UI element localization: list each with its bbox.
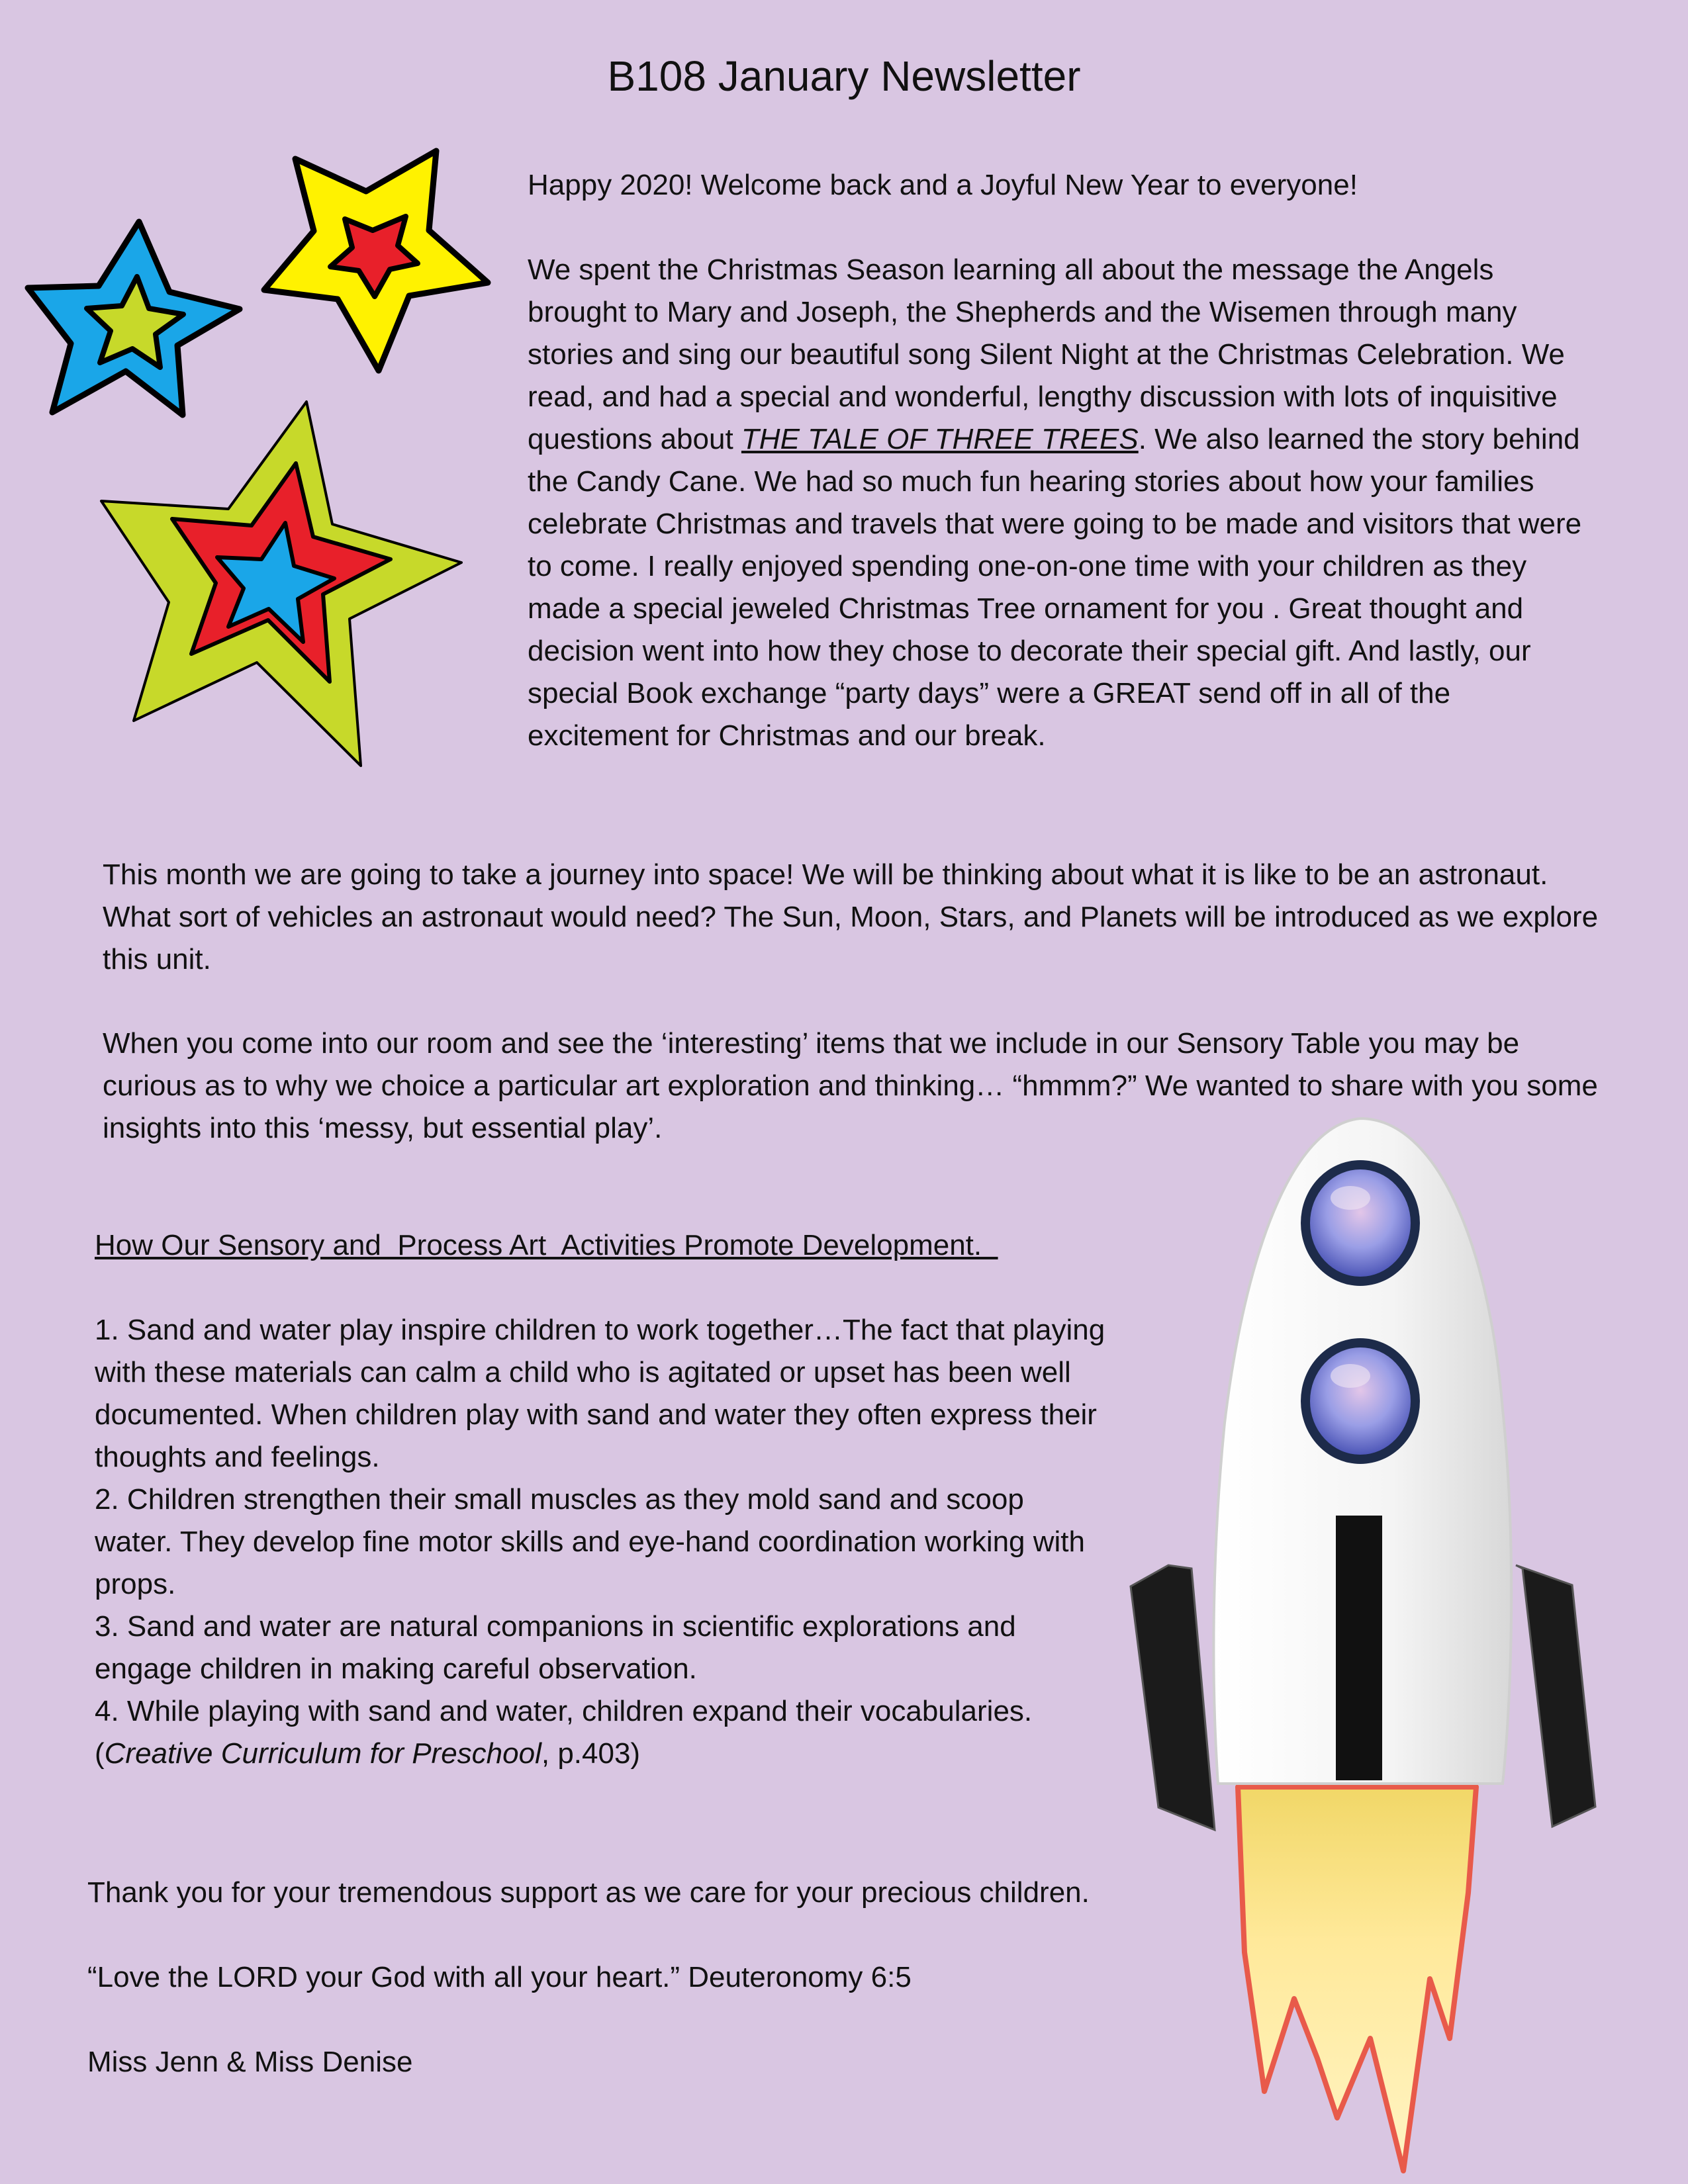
greeting-text: Happy 2020! Welcome back and a Joyful New Year to everyone! [528, 169, 1358, 201]
sensory-paragraph: When you come into our room and see the ‘interesting’ items that we include in our Sensory Table you may be curious as to why we choice a particular art exploration and thinking… “hmmm?” We wanted to share with you some insights into this ‘messy, but essential play’. [103, 1027, 1598, 1144]
stars-illustration [0, 0, 503, 794]
flame-icon [1238, 1787, 1476, 2171]
closing-section [87, 1872, 1120, 2083]
benefits-section [95, 1224, 1107, 1775]
page-title: B108 January Newsletter [607, 52, 1081, 100]
verse-text: “Love the LORD your God with all your heart.” Deuteronomy 6:5 [87, 1961, 912, 1993]
list-item: 4. While playing with sand and water, children expand their vocabularies. [95, 1695, 1033, 1727]
rainbow-star-icon [101, 402, 461, 766]
rocket-body [1213, 1118, 1511, 1784]
list-item: 3. Sand and water are natural companions in scientific explorations and engage children in making careful observation. [95, 1610, 1016, 1685]
intro-section [528, 164, 1587, 757]
list-item: 2. Children strengthen their small muscles as they mold sand and scoop water. They develop fine motor skills and eye-hand coordination working with props. [95, 1483, 1085, 1600]
christmas-paragraph [528, 249, 1587, 757]
citation-title: Creative Curriculum for Preschool [104, 1737, 541, 1770]
yellow-star-icon [264, 151, 488, 371]
citation [95, 1733, 1107, 1775]
book-title: THE TALE OF THREE TREES [741, 423, 1139, 455]
space-paragraph: This month we are going to take a journey into space! We will be thinking about what it is like to be an astronaut. What sort of vehicles an astronaut would need? The Sun, Moon, Stars, and Planets will be introduced as we explore this unit. [103, 858, 1599, 976]
citation-page: , p.403) [541, 1737, 641, 1770]
thanks-text: Thank you for your tremendous support as we care for your precious children. [87, 1876, 1090, 1909]
list-item: 1. Sand and water play inspire children to work together…The fact that playing with these materials can calm a child who is agitated or upset has been well documented. When children play with sand and water they often express their thoughts and feelings. [95, 1314, 1105, 1473]
christmas-text: We spent the Christmas Season learning all about the message the Angels brought to Mary and Joseph, the Shepherds and the Wisemen through many stories and sing our beautiful song Silent Night at the Christmas Celebration. We read, and had a special and wonderful, lengthy discussion with lots of inquisitive questions about [528, 253, 1565, 455]
signature-text: Miss Jenn & Miss Denise [87, 2046, 413, 2078]
rocket-fins [1131, 1565, 1595, 1830]
rocket-window-icon [1301, 1160, 1420, 1286]
rocket-door [1336, 1516, 1382, 1780]
rocket-window-icon [1301, 1338, 1420, 1464]
christmas-text-continued: . We also learned the story behind the Candy Cane. We had so much fun hearing stories about how your families celebrate Christmas and travels that were going to be made and visitors that were to come. I really enjoyed spending one-on-one time with your children as they made a special jeweled Christmas Tree ornament for you . Great thought and decision went into how they chose to decorate their special gift. And lastly, our special Book exchange “party days” were a GREAT send off in all of the excitement for Christmas and our break. [528, 423, 1582, 752]
citation-open: ( [95, 1737, 105, 1770]
blue-star-icon [28, 222, 240, 415]
benefits-heading: How Our Sensory and Process Art Activities Promote Development. [95, 1229, 998, 1261]
